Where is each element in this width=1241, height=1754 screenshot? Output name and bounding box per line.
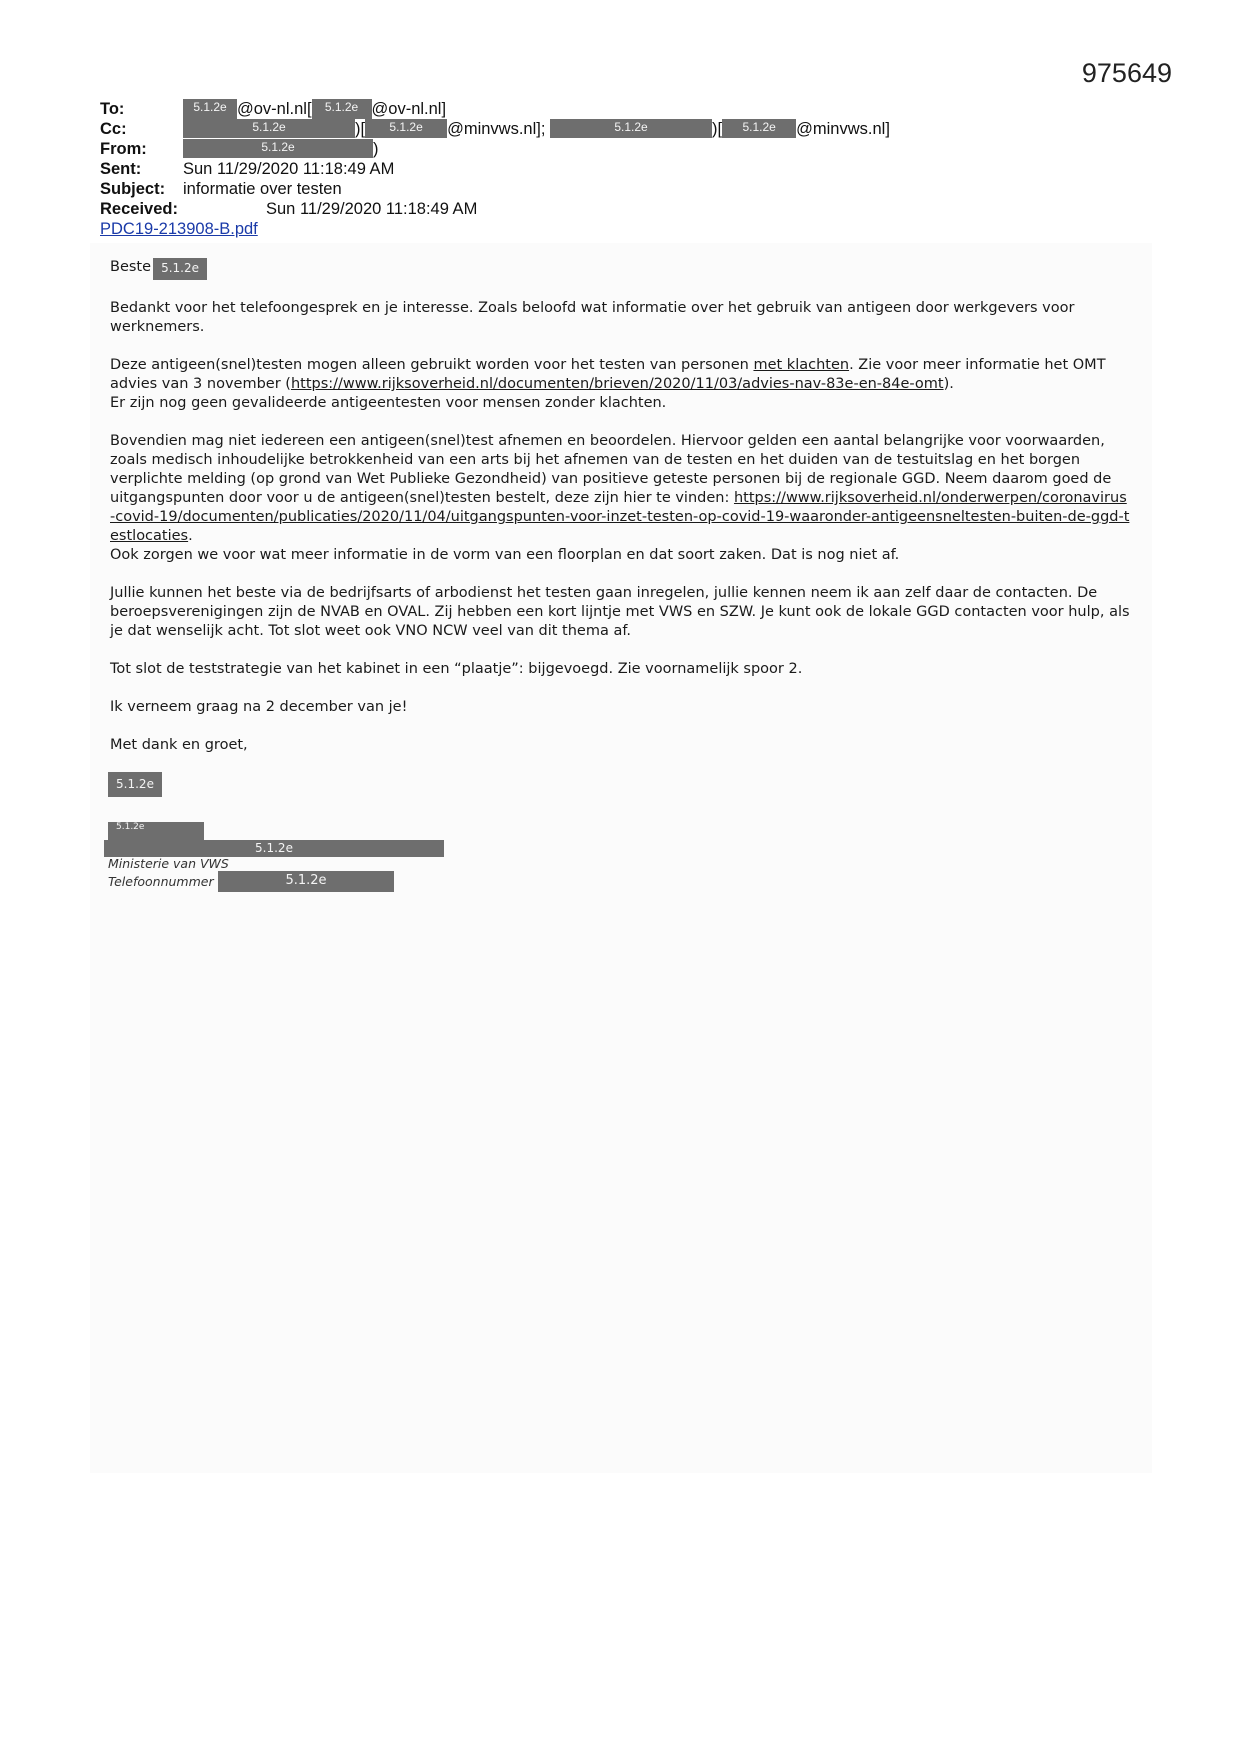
cc-sep-1: )[	[355, 120, 366, 138]
message-body	[110, 258, 1130, 774]
redaction-box: 5.1.2e	[104, 840, 444, 857]
paragraph-2-text-a: Deze antigeen(snel)testen mogen alleen gebruikt worden voor het testen van personen	[110, 357, 754, 373]
redaction-box: 5.1.2e	[183, 99, 237, 119]
to-label: To:	[100, 100, 125, 118]
from-value	[183, 139, 379, 159]
signature-name-redaction	[108, 772, 162, 797]
document-number: 975649	[1081, 58, 1172, 88]
paragraph-5: Tot slot de teststrategie van het kabinet in een “plaatje”: bijgevoegd. Zie voornamelijk spoor 2.	[110, 661, 803, 677]
subject-row	[100, 179, 342, 199]
redaction-box: 5.1.2e	[153, 258, 207, 280]
redaction-box: 5.1.2e	[722, 119, 796, 138]
paragraph-3	[110, 432, 1130, 565]
signature-ministry: Ministerie van VWS	[108, 856, 229, 871]
redaction-box: 5.1.2e	[365, 119, 447, 138]
signature-phone-row	[108, 871, 444, 889]
paragraph-1: Bedankt voor het telefoongesprek en je interesse. Zoals beloofd wat informatie over het gebruik van antigeen door werkgevers voor werknemers.	[110, 300, 1075, 335]
signature-block	[108, 822, 444, 889]
email-header	[100, 99, 890, 239]
omt-advies-link[interactable]: https://www.rijksoverheid.nl/documenten/brieven/2020/11/03/advies-nav-83e-en-84e-omt	[290, 376, 944, 392]
received-label: Received:	[100, 200, 178, 218]
cc-value	[183, 119, 890, 139]
paragraph-6: Ik verneem graag na 2 december van je!	[110, 699, 408, 715]
subject-label: Subject:	[100, 180, 166, 198]
cc-domain-2: @minvws.nl]	[796, 120, 890, 138]
redaction-box: 5.1.2e	[550, 119, 712, 138]
received-row	[100, 199, 478, 219]
uitgangspunten-link[interactable]: https://www.rijksoverheid.nl/onderwerpen/coronavirus-covid-19/documenten/publicaties/2020/11/04/uitgangspunten-voor-inzet-testen-op-covid-19-waaronder-antigeensneltesten-buiten-de-ggd-testlocaties	[110, 490, 1130, 544]
paragraph-3-text-b: .	[188, 528, 193, 544]
paragraph-3-text-a: Bovendien mag niet iedereen een antigeen(snel)test afnemen en beoordelen. Hiervoor gelden een aantal belangrijke voor voorwaarden, zoals medisch inhoudelijke betrokkenheid van een arts bij het afnemen van de testen en het duiden van de testuitslag en het borgen verplichte melding (op grond van Wet Publieke Gezondheid) van positieve geteste personen bij de regionale GGD. Neem daarom goed de uitgangspunten door voor u de antigeen(snel)testen bestelt, deze zijn hier te vinden:	[110, 433, 1112, 506]
closing: Met dank en groet,	[110, 737, 248, 753]
greeting	[110, 258, 1130, 280]
cc-sep-2: )[	[712, 120, 723, 138]
paragraph-3-text-c: Ook zorgen we voor wat meer informatie in de vorm van een floorplan en dat soort zaken. Dat is nog niet af.	[110, 547, 900, 563]
redaction-box: 5.1.2e	[108, 822, 204, 840]
to-domain-2: @ov-nl.nl]	[371, 100, 447, 118]
paragraph-2	[110, 356, 1130, 413]
from-label: From:	[100, 140, 147, 158]
paragraph-2-text-d: Er zijn nog geen gevalideerde antigeentesten voor mensen zonder klachten.	[110, 395, 667, 411]
cc-label: Cc:	[100, 120, 127, 138]
cc-row	[100, 119, 890, 139]
received-value: Sun 11/29/2020 11:18:49 AM	[266, 200, 478, 218]
attachment-row	[100, 219, 258, 239]
to-row	[100, 99, 447, 119]
from-row	[100, 139, 379, 159]
from-close: )	[373, 140, 379, 158]
sent-label: Sent:	[100, 160, 142, 178]
subject-value: informatie over testen	[183, 180, 342, 198]
attachment-link[interactable]: PDC19-213908-B.pdf	[100, 220, 258, 238]
redaction-box: 5.1.2e	[312, 99, 372, 119]
sent-row	[100, 159, 395, 179]
to-value	[183, 99, 446, 119]
to-domain-1: @ov-nl.nl[	[237, 100, 312, 118]
redaction-box: 5.1.2e	[218, 871, 394, 892]
met-klachten-link[interactable]: met klachten	[753, 357, 850, 373]
redaction-box: 5.1.2e	[183, 119, 355, 138]
sent-value: Sun 11/29/2020 11:18:49 AM	[183, 160, 395, 178]
cc-domain-1: @minvws.nl];	[447, 120, 546, 138]
signature-phone-label: Telefoonnummer	[108, 874, 214, 889]
paragraph-2-text-c: ).	[943, 376, 954, 392]
redaction-box: 5.1.2e	[183, 139, 373, 158]
paragraph-4: Jullie kunnen het beste via de bedrijfsarts of arbodienst het testen gaan inregelen, jullie kennen neem ik aan zelf daar de contacten. De beroepsverenigingen zijn de NVAB en OVAL. Zij hebben een kort lijntje met VWS en SZW. Je kunt ook de lokale GGD contacten voor hulp, als je dat wenselijk acht. Tot slot weet ook VNO NCW veel van dit thema af.	[110, 585, 1130, 639]
paragraph-2-text-b: . Zie voor meer informatie het OMT advies van 3 november (	[110, 357, 1106, 392]
redaction-box: 5.1.2e	[108, 772, 162, 797]
greeting-text: Beste	[110, 259, 152, 275]
